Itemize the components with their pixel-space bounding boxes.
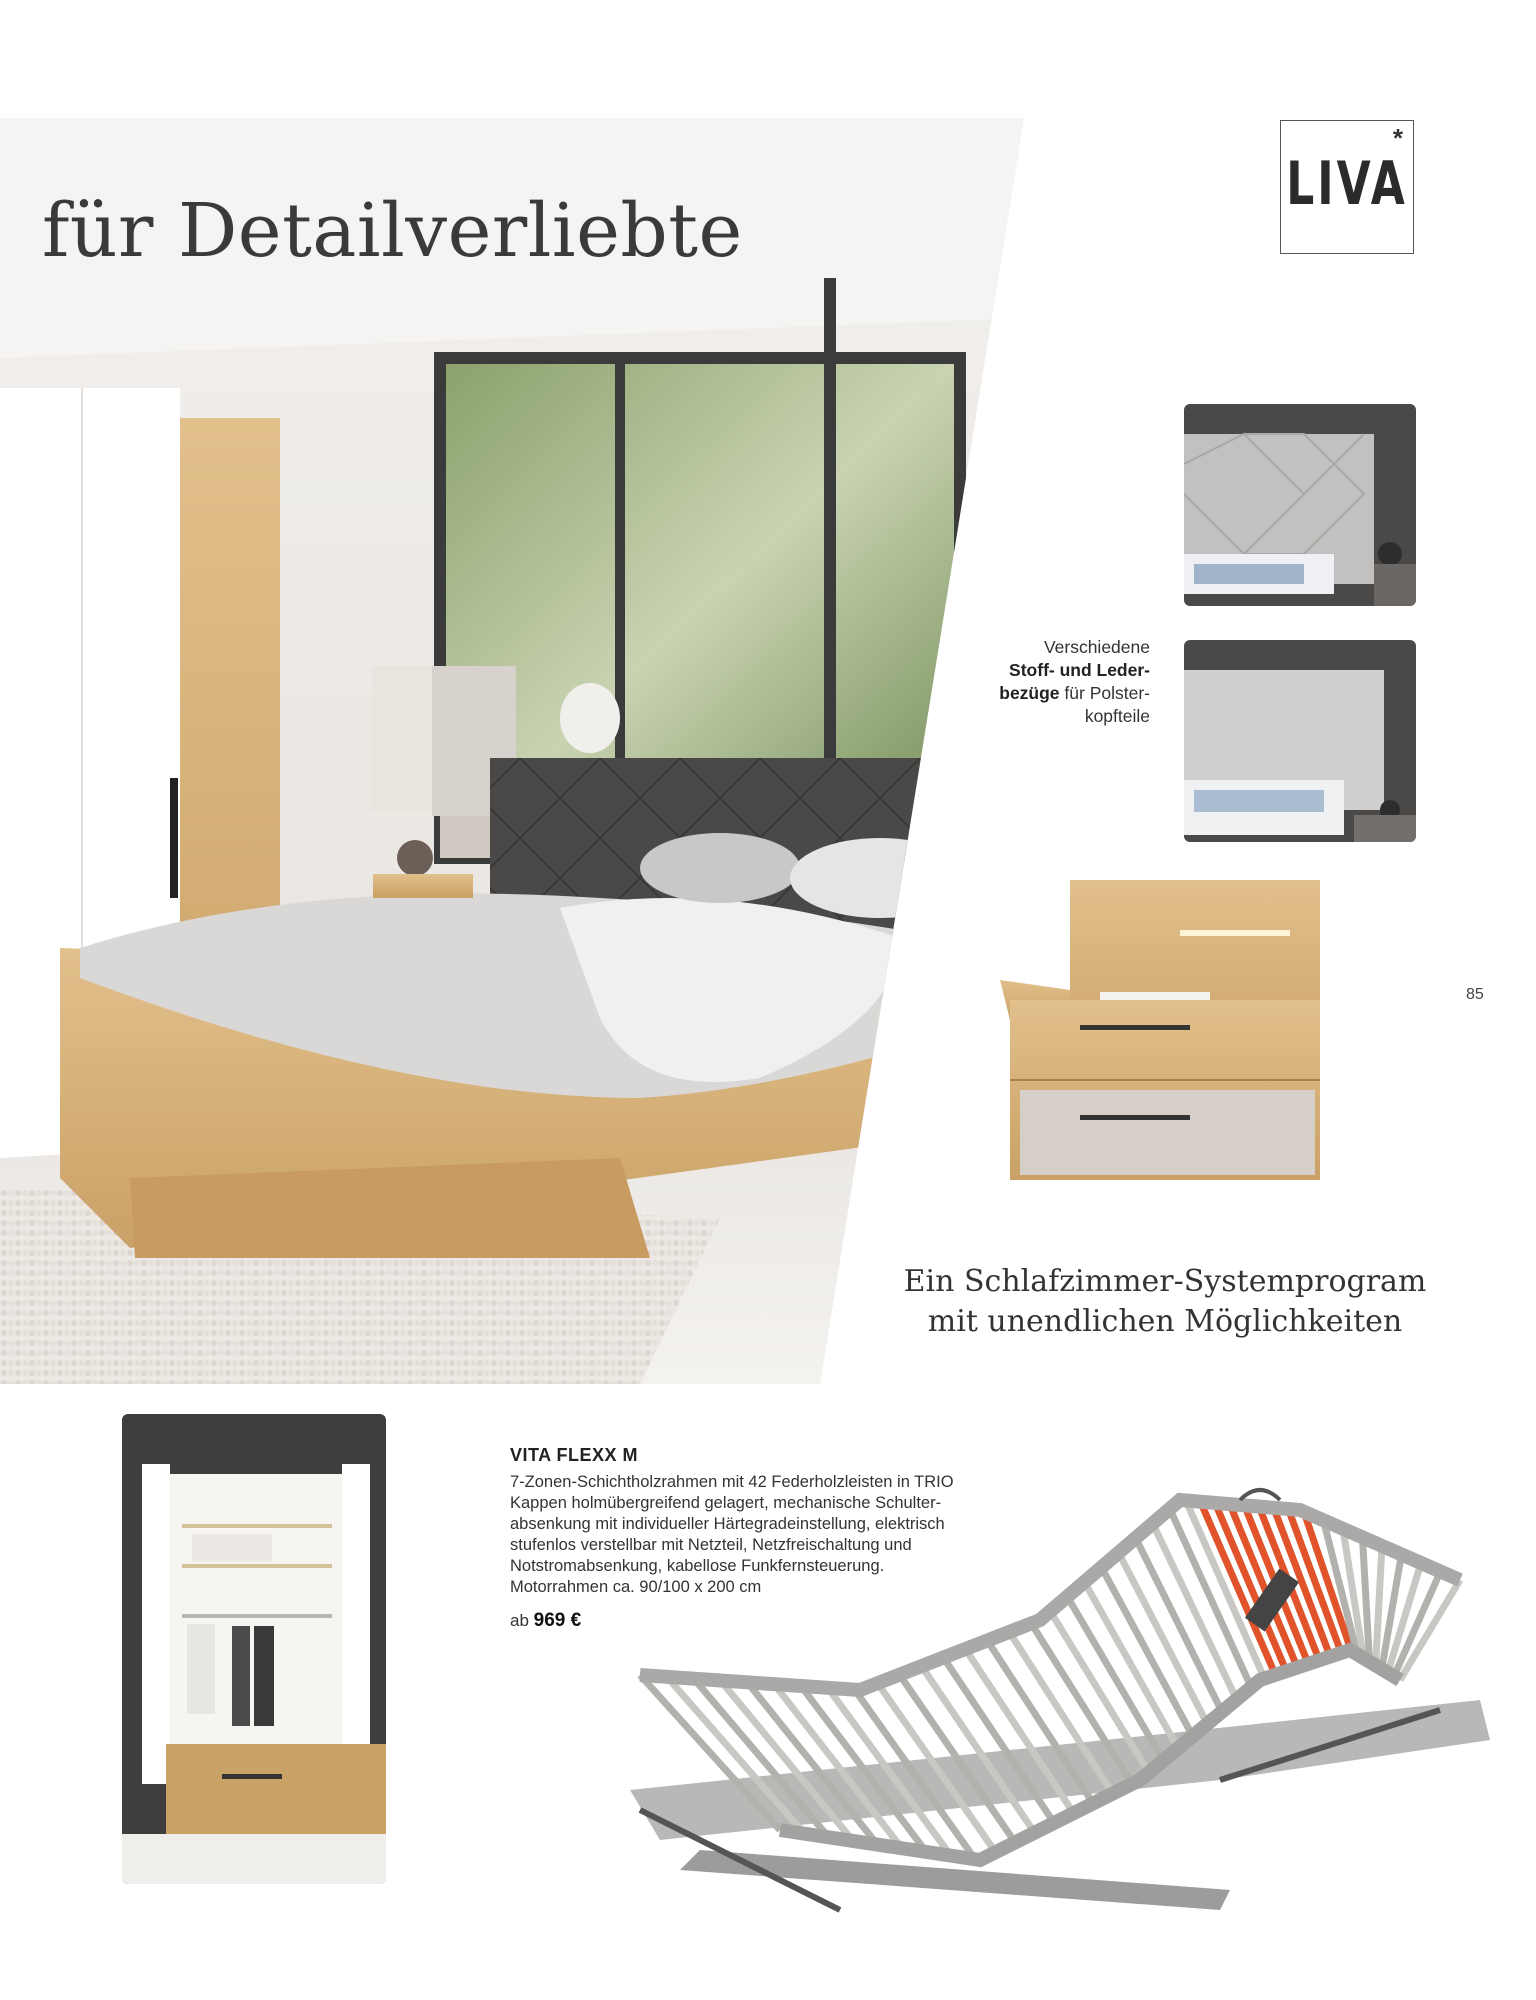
description-line: stufenlos verstellbar mit Netzteil, Netzfreischaltung und bbox=[510, 1536, 912, 1554]
caption-bold: Stoff- und Leder- bbox=[1009, 660, 1150, 680]
slat bbox=[1101, 1567, 1192, 1736]
caption-line bbox=[940, 682, 1150, 705]
tagline-line: Ein Schlafzimmer-Systemprogram bbox=[903, 1264, 1427, 1299]
description-line: absenkung mit individueller Härtegradeinstellung, elektrisch bbox=[510, 1515, 945, 1533]
price-value: 969 € bbox=[533, 1610, 582, 1631]
logo-mark: * bbox=[1392, 123, 1403, 153]
hero-bedroom-image bbox=[0, 118, 1024, 1384]
logo-text: LIVA bbox=[1286, 150, 1408, 219]
slat bbox=[1376, 1546, 1382, 1666]
tagline-line: mit unendlichen Möglichkeiten bbox=[927, 1304, 1403, 1339]
tagline bbox=[880, 1262, 1450, 1342]
product-name: VITA FLEXX M bbox=[510, 1445, 639, 1465]
slat bbox=[1136, 1538, 1222, 1712]
headboard-leather-thumbnail bbox=[1184, 640, 1416, 842]
headboard-fabric-thumbnail bbox=[1184, 404, 1416, 606]
slat bbox=[1067, 1597, 1163, 1761]
nightstand-image bbox=[1000, 880, 1330, 1200]
description-line: 7-Zonen-Schichtholzrahmen mit 42 Federholzleisten in TRIO bbox=[510, 1473, 954, 1491]
liva-logo bbox=[1280, 120, 1414, 254]
wardrobe-image bbox=[122, 1414, 386, 1884]
caption-line: Verschiedene bbox=[1043, 637, 1150, 657]
caption-line: kopfteile bbox=[1084, 706, 1150, 726]
description-line: Kappen holmübergreifend gelagert, mechanische Schulter- bbox=[510, 1494, 942, 1512]
description-line: Notstromabsenkung, kabellose Funkfernsteuerung. bbox=[510, 1557, 885, 1575]
page-title: für Detailverliebte bbox=[42, 188, 743, 274]
description-line: Motorrahmen ca. 90/100 x 200 cm bbox=[510, 1578, 762, 1596]
detail-caption bbox=[940, 636, 1150, 728]
product-price bbox=[510, 1610, 581, 1632]
slatted-frame-image bbox=[620, 1450, 1500, 1920]
price-prefix: ab bbox=[510, 1611, 529, 1630]
slat bbox=[1084, 1582, 1178, 1748]
page-number: 85 bbox=[1466, 986, 1484, 1003]
slat bbox=[1119, 1553, 1208, 1724]
caption-text: für Polster- bbox=[1064, 683, 1150, 703]
caption-line bbox=[940, 659, 1150, 682]
caption-bold: bezüge bbox=[999, 683, 1060, 703]
